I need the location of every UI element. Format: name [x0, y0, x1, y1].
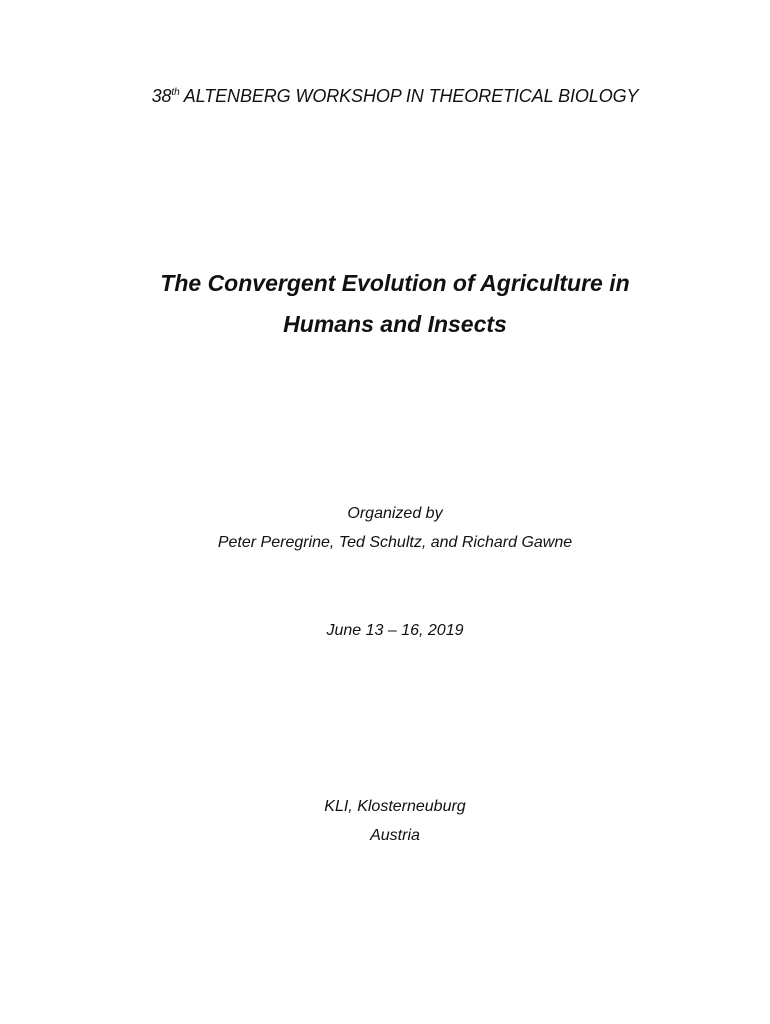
workshop-heading	[10, 86, 770, 107]
location-country: Austria	[370, 827, 420, 844]
workshop-ordinal-suffix: th	[171, 87, 180, 98]
document-title-line-2: Humans and Insects	[283, 311, 507, 337]
workshop-number: 38	[151, 86, 172, 106]
workshop-name: ALTENBERG WORKSHOP IN THEORETICAL BIOLOGY	[179, 86, 639, 106]
location-institute: KLI, Klosterneuburg	[324, 798, 466, 815]
organized-by-label: Organized by	[347, 505, 443, 522]
document-title-line-1: The Convergent Evolution of Agriculture in	[160, 270, 630, 296]
event-dates: June 13 – 16, 2019	[326, 622, 464, 639]
organizer-names: Peter Peregrine, Ted Schultz, and Richard Gawne	[217, 534, 573, 551]
